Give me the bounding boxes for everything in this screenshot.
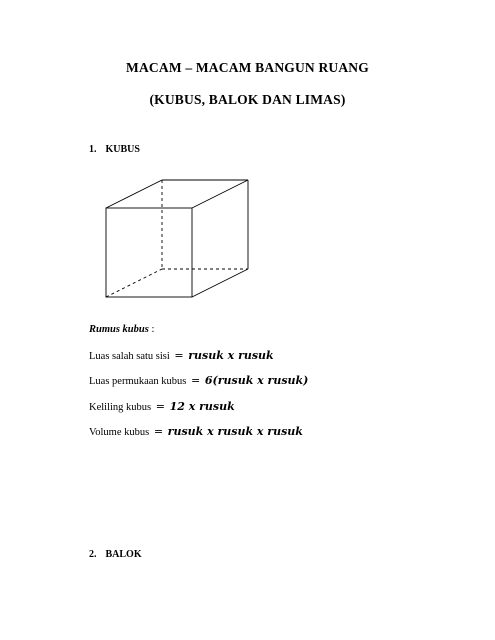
section-heading-kubus bbox=[89, 144, 140, 155]
section-number: 1. bbox=[89, 144, 97, 155]
formula-expression: rusuk x rusuk bbox=[188, 349, 274, 362]
formula-volume bbox=[89, 425, 303, 438]
rumus-label-suffix: : bbox=[148, 324, 155, 335]
cube-top-right-edge bbox=[192, 180, 248, 208]
equals-sign: = bbox=[191, 374, 201, 387]
section-title: KUBUS bbox=[105, 144, 140, 155]
formula-label: Volume kubus bbox=[89, 427, 150, 438]
cube-top-left-edge bbox=[106, 180, 162, 208]
document-title: MACAM – MACAM BANGUN RUANG bbox=[126, 60, 369, 75]
equals-sign: = bbox=[155, 400, 165, 413]
formula-luas-sisi bbox=[89, 349, 274, 362]
formula-label: Luas permukaan kubus bbox=[89, 376, 187, 387]
formula-label: Keliling kubus bbox=[89, 402, 152, 413]
formula-expression: 6(rusuk x rusuk) bbox=[204, 374, 309, 387]
cube-bottom-right-edge bbox=[192, 269, 248, 297]
cube-front-face bbox=[106, 208, 192, 297]
rumus-label: Rumus kubus bbox=[89, 324, 149, 335]
section-heading-balok bbox=[89, 549, 142, 560]
cube-diagram bbox=[104, 176, 269, 300]
rumus-heading bbox=[89, 324, 154, 335]
formula-keliling bbox=[89, 400, 235, 413]
formula-expression: 12 x rusuk bbox=[169, 400, 235, 413]
formula-expression: rusuk x rusuk x rusuk bbox=[167, 425, 303, 438]
equals-sign: = bbox=[174, 349, 184, 362]
section-title: BALOK bbox=[105, 549, 142, 560]
formula-label: Luas salah satu sisi bbox=[89, 351, 170, 362]
section-number: 2. bbox=[89, 549, 97, 560]
document-subtitle: (KUBUS, BALOK DAN LIMAS) bbox=[149, 92, 346, 107]
formula-luas-permukaan bbox=[89, 374, 308, 387]
cube-hidden-diagonal-edge bbox=[106, 269, 162, 297]
equals-sign: = bbox=[153, 425, 164, 438]
